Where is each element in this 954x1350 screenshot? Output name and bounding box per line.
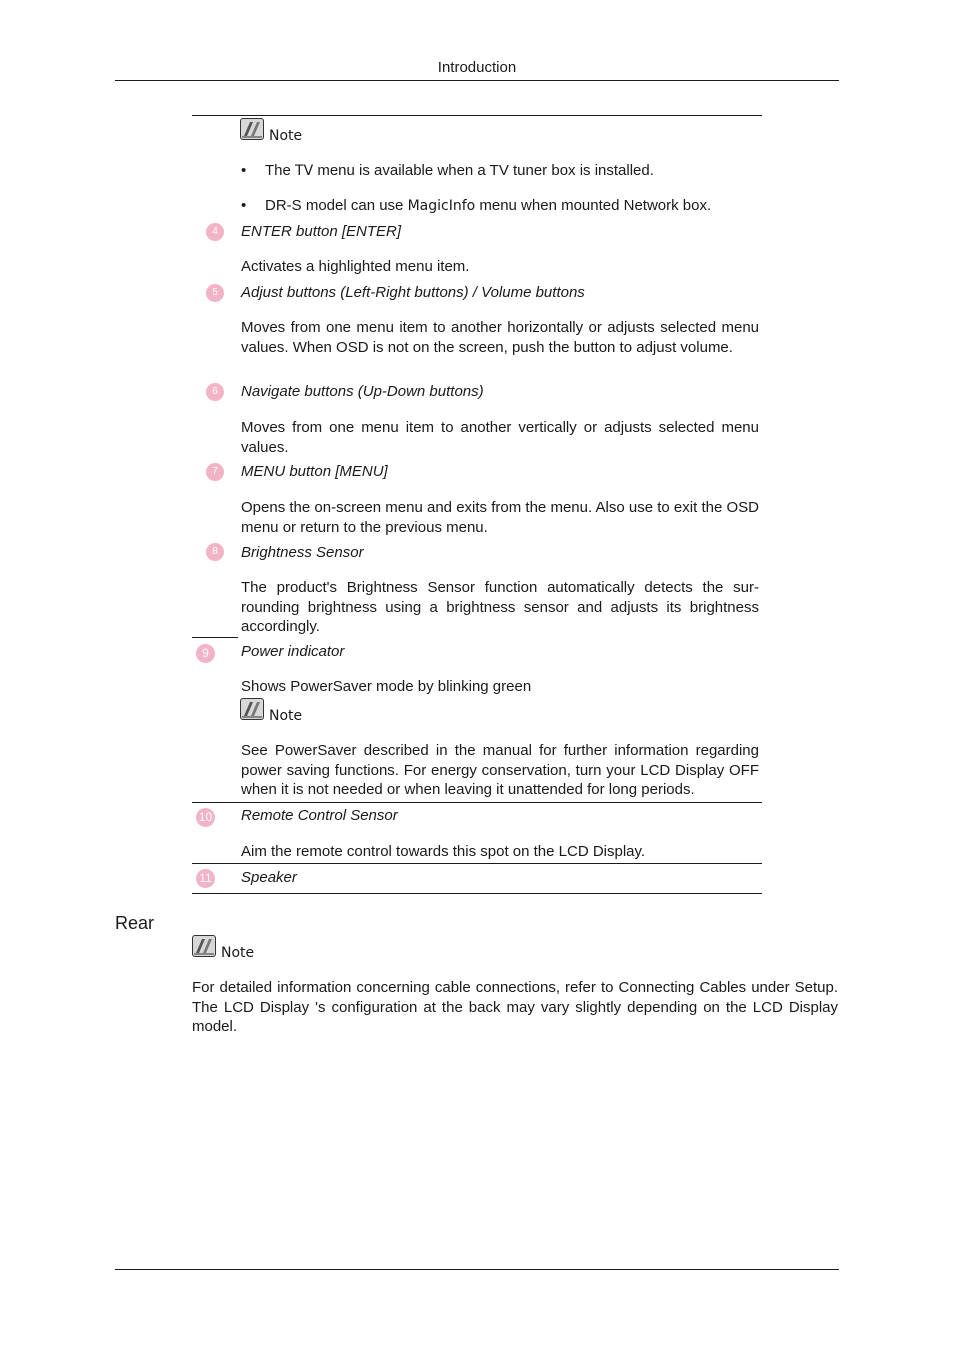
table-rule	[192, 863, 762, 864]
table-rule-top	[192, 115, 762, 116]
item-number-badge: 9	[196, 644, 215, 663]
section-heading-rear: Rear	[115, 913, 155, 933]
item-description: Shows PowerSaver mode by blinking green	[241, 678, 532, 695]
menu-term-magicinfo: MagicInfo	[407, 198, 476, 214]
note-icon	[192, 935, 216, 957]
note-block	[192, 935, 292, 961]
page-header-title: Introduction	[437, 59, 517, 76]
item-title: Brightness Sensor	[241, 544, 364, 561]
item-description: Activates a highlighted menu item.	[241, 258, 470, 275]
item-number-badge: 5	[206, 284, 224, 302]
item-number-badge: 10	[196, 808, 215, 827]
item-title: Remote Control Sensor	[241, 807, 398, 824]
item-number-badge: 7	[206, 463, 224, 481]
item-title: Power indicator	[241, 643, 345, 660]
rear-note-text: For detailed information concerning cable connections, refer to Connecting Cables under Setup. The LCD Display 's configuration at the back may vary slightly depending on the LCD Display model.	[192, 979, 838, 1035]
note-icon	[240, 698, 264, 720]
item-number-badge: 4	[206, 223, 224, 241]
note-label: Note	[269, 708, 303, 724]
note-icon	[240, 118, 264, 140]
header-rule	[115, 80, 839, 81]
table-rule-bottom	[192, 893, 762, 894]
note-label: Note	[269, 128, 303, 144]
item-description: The product's Brightness Sensor function automatically detects the sur-rounding brightness using a brightness sensor and adjusts its brightness accordingly.	[241, 579, 759, 635]
item-number-badge: 8	[206, 543, 224, 561]
item-title: ENTER button [ENTER]	[241, 223, 402, 240]
list-item: • The TV menu is available when a TV tuner box is installed.	[241, 162, 654, 179]
note-label: Note	[221, 945, 255, 961]
item-title: Speaker	[241, 869, 297, 886]
item-title: MENU button [MENU]	[241, 463, 388, 480]
item-description: Moves from one menu item to another vertically or adjusts selected menu values.	[241, 419, 759, 456]
note-block	[240, 698, 340, 724]
table-rule	[192, 637, 238, 638]
note-text: See PowerSaver described in the manual for further information regarding power saving functions. For energy conservation, turn your LCD Display OFF when it is not needed or when leaving it unattended for long periods.	[241, 742, 759, 798]
note-block	[240, 118, 340, 144]
table-rule	[192, 802, 762, 803]
list-item: • DR-S model can use MagicInfo menu when mounted Network box.	[241, 197, 712, 214]
item-number-badge: 11	[196, 869, 215, 888]
item-description: Opens the on-screen menu and exits from the menu. Also use to exit the OSD menu or return to the previous menu.	[241, 499, 759, 536]
footer-rule	[115, 1269, 839, 1270]
item-description: Moves from one menu item to another horizontally or adjusts selected menu values. When OSD is not on the screen, push the button to adjust volume.	[241, 319, 759, 356]
item-description: Aim the remote control towards this spot on the LCD Display.	[241, 843, 646, 860]
menu-term-tv: TV	[295, 163, 314, 179]
item-title: Adjust buttons (Left-Right buttons) / Volume buttons	[241, 284, 585, 301]
item-title: Navigate buttons (Up-Down buttons)	[241, 383, 484, 400]
item-number-badge: 6	[206, 383, 224, 401]
